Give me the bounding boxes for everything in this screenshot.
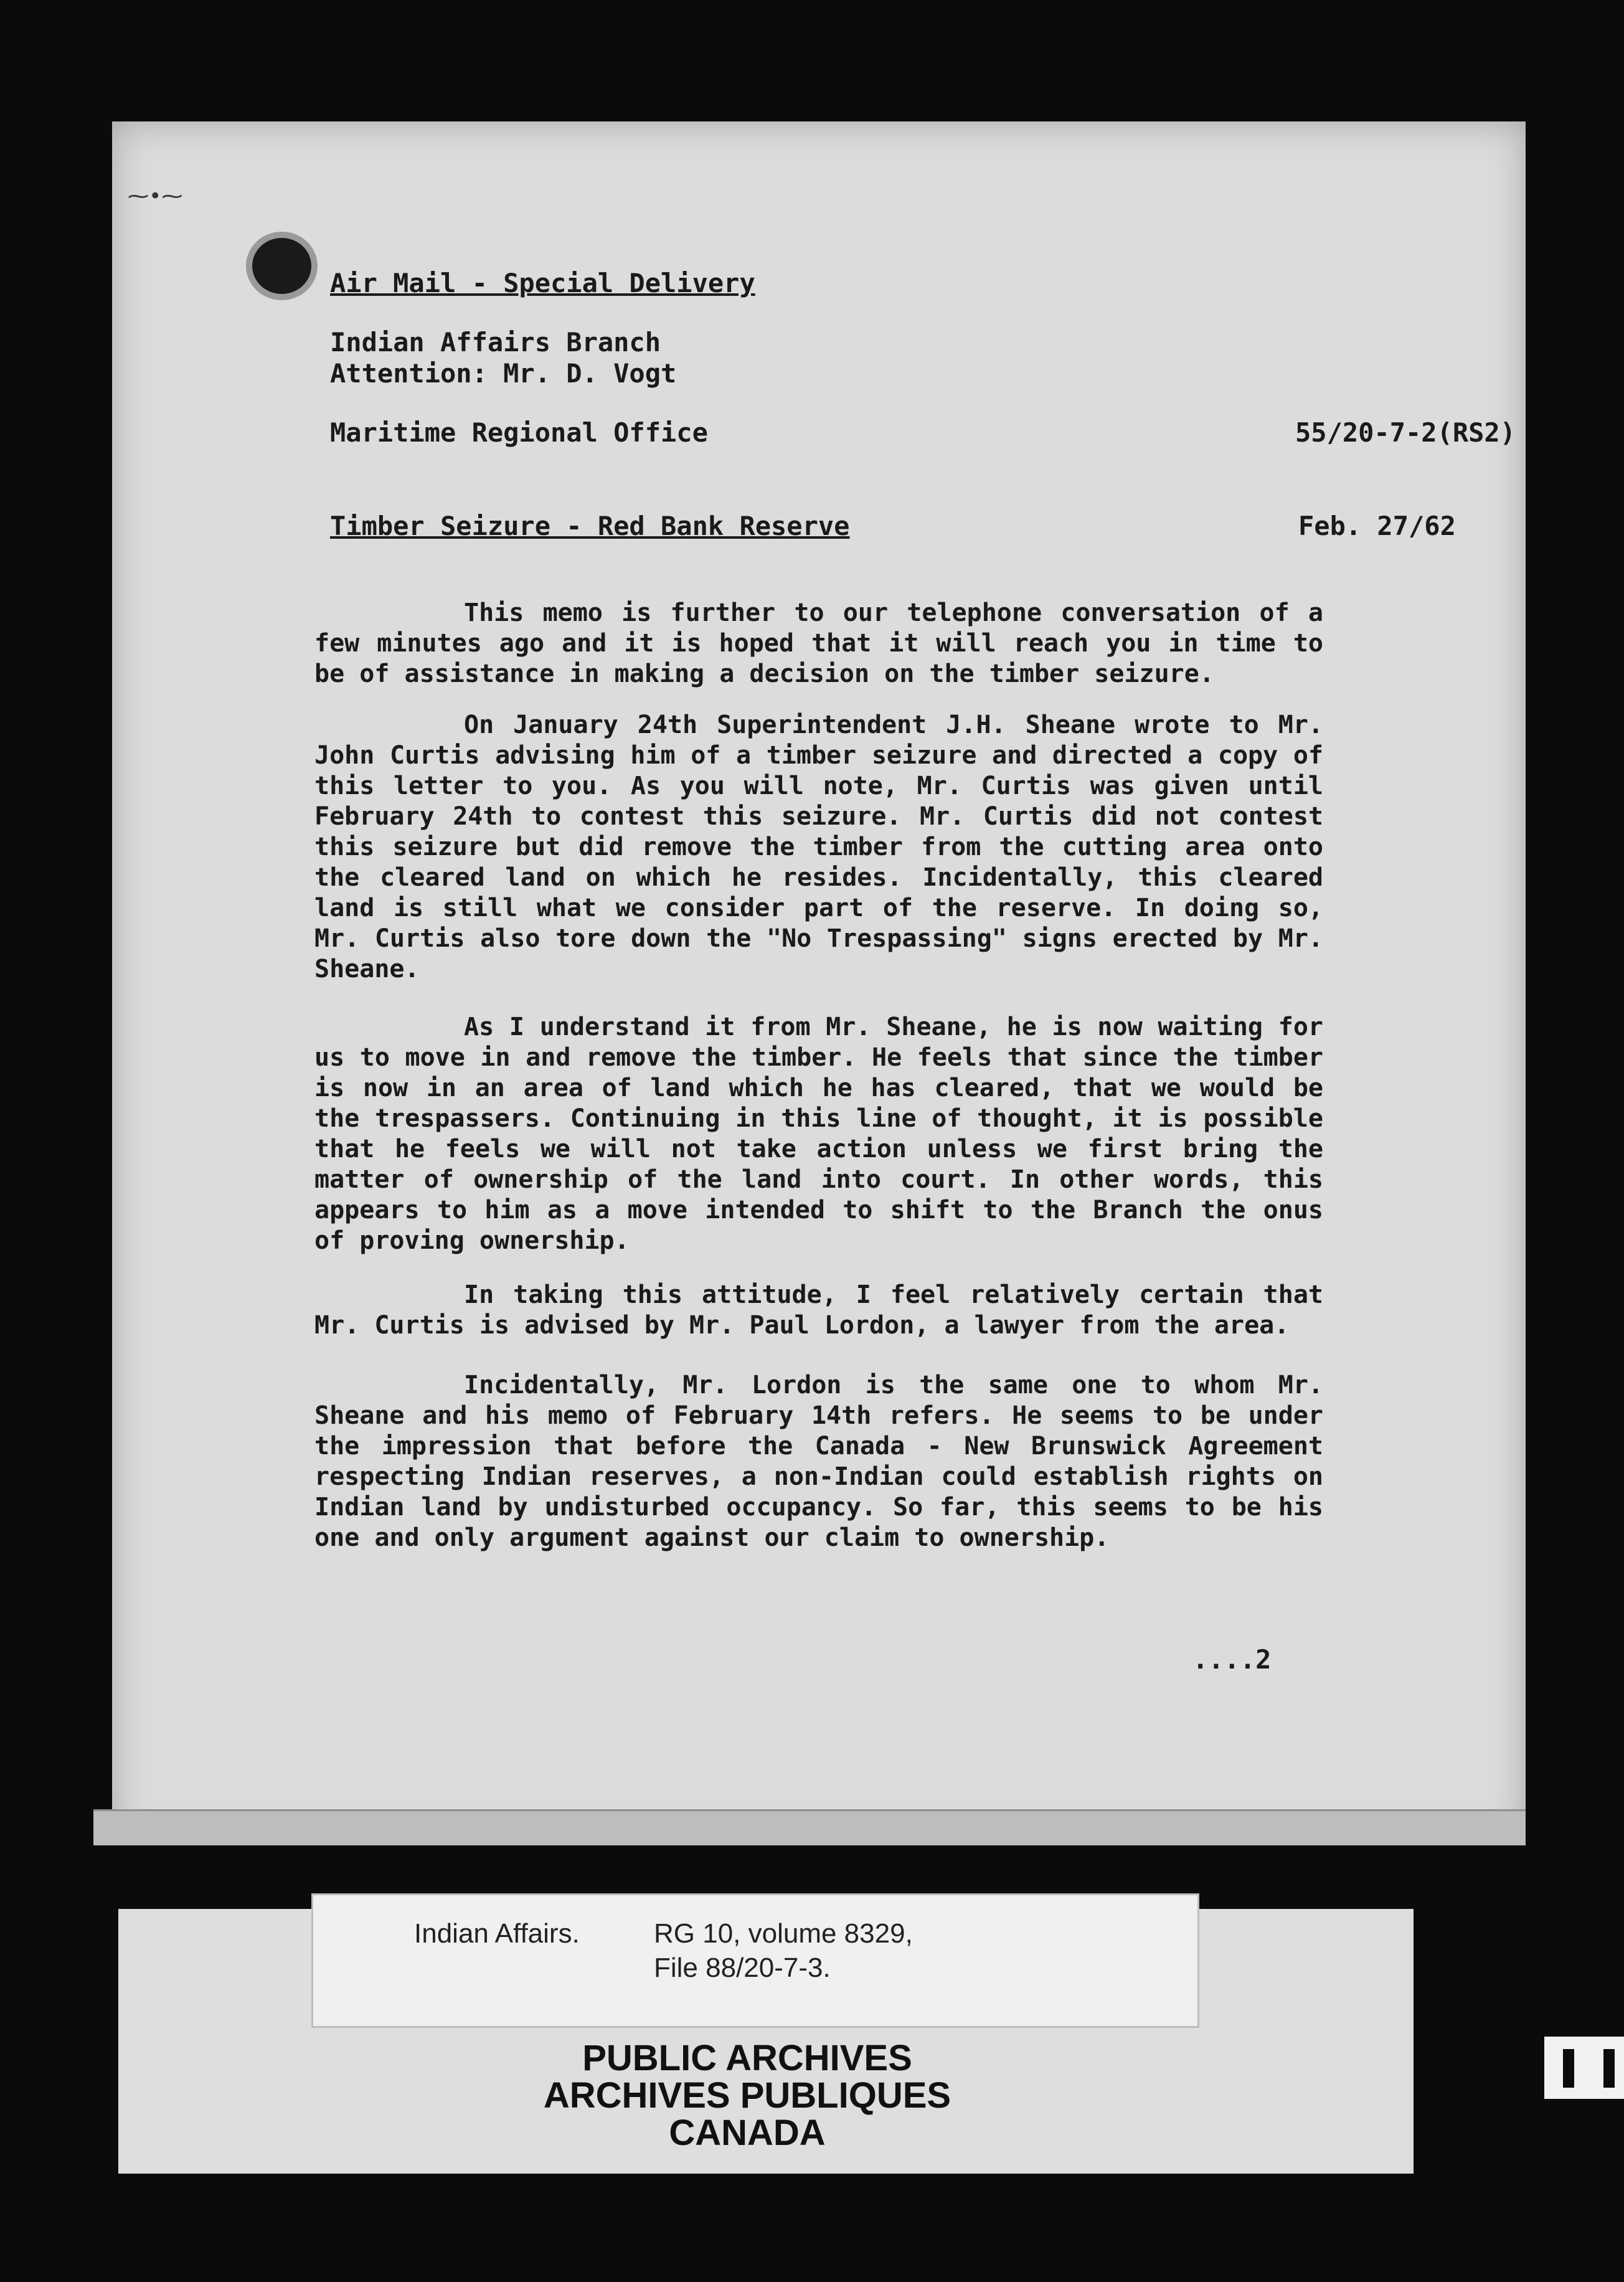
subject-line: Timber Seizure - Red Bank Reserve	[330, 511, 850, 541]
paragraph-3: As I understand it from Mr. Sheane, he is now waiting for us to move in and remove the timber. He feels that since the timber is now in an area of land which he has cleared, that we would be the trespassers. Continuing in this line of thought, it is possible that he feels we will not take action unless we first bring the matter of ownership of the land into court. In other words, this appears to him as a move intended to shift to the Branch the onus of proving ownership.	[314, 1013, 1323, 1255]
pen-mark-icon: ⁓•⁓	[128, 184, 183, 209]
film-frame-marker	[1544, 2037, 1624, 2099]
archives-stamp	[436, 2040, 1059, 2152]
archives-line-1: PUBLIC ARCHIVES	[582, 2038, 912, 2078]
archive-fonds: Indian Affairs.	[414, 1918, 580, 1949]
memo-date: Feb. 27/62	[1298, 511, 1456, 541]
paragraph-1: This memo is further to our telephone conversation of a few minutes ago and it is hoped that it will reach you in time to be of assistance in making a decision on the timber seizure.	[314, 599, 1323, 688]
archives-line-2: ARCHIVES PUBLIQUES	[543, 2075, 951, 2116]
archives-line-3: CANADA	[669, 2113, 826, 2153]
paragraph-4: In taking this attitude, I feel relatively certain that Mr. Curtis is advised by Mr. Paul Lordon, a lawyer from the area.	[314, 1281, 1323, 1340]
paragraph-2: On January 24th Superintendent J.H. Sheane wrote to Mr. John Curtis advising him of a timber seizure and directed a copy of this letter to you. As you will note, Mr. Curtis was given until February 24th to contest this seizure. Mr. Curtis did not contest this seizure but did remove the timber from the cutting area onto the cleared land on which he resides. Incidentally, this cleared land is still what we consider part of the reserve. In doing so, Mr. Curtis also tore down the "No Trespassing" signs erected by Mr. Sheane.	[314, 711, 1323, 983]
attention-line: Attention: Mr. D. Vogt	[330, 358, 677, 389]
recipient-line: Indian Affairs Branch	[330, 327, 661, 357]
delivery-line: Air Mail - Special Delivery	[330, 268, 755, 298]
paragraph-5: Incidentally, Mr. Lordon is the same one to whom Mr. Sheane and his memo of February 14th refers. He seems to be under the impression that before the Canada - New Brunswick Agreement respecting Indian reserves, a non-Indian could establish rights on Indian land by undisturbed occupancy. So far, this seems to be his one and only argument against our claim to ownership.	[314, 1371, 1323, 1552]
archive-file: File 88/20-7-3.	[654, 1953, 831, 1983]
continuation-marker: ....2	[1192, 1644, 1272, 1675]
file-reference: 55/20-7-2(RS2)	[1295, 417, 1516, 448]
sender-office: Maritime Regional Office	[330, 417, 708, 448]
archive-reference: RG 10, volume 8329,	[654, 1918, 913, 1949]
